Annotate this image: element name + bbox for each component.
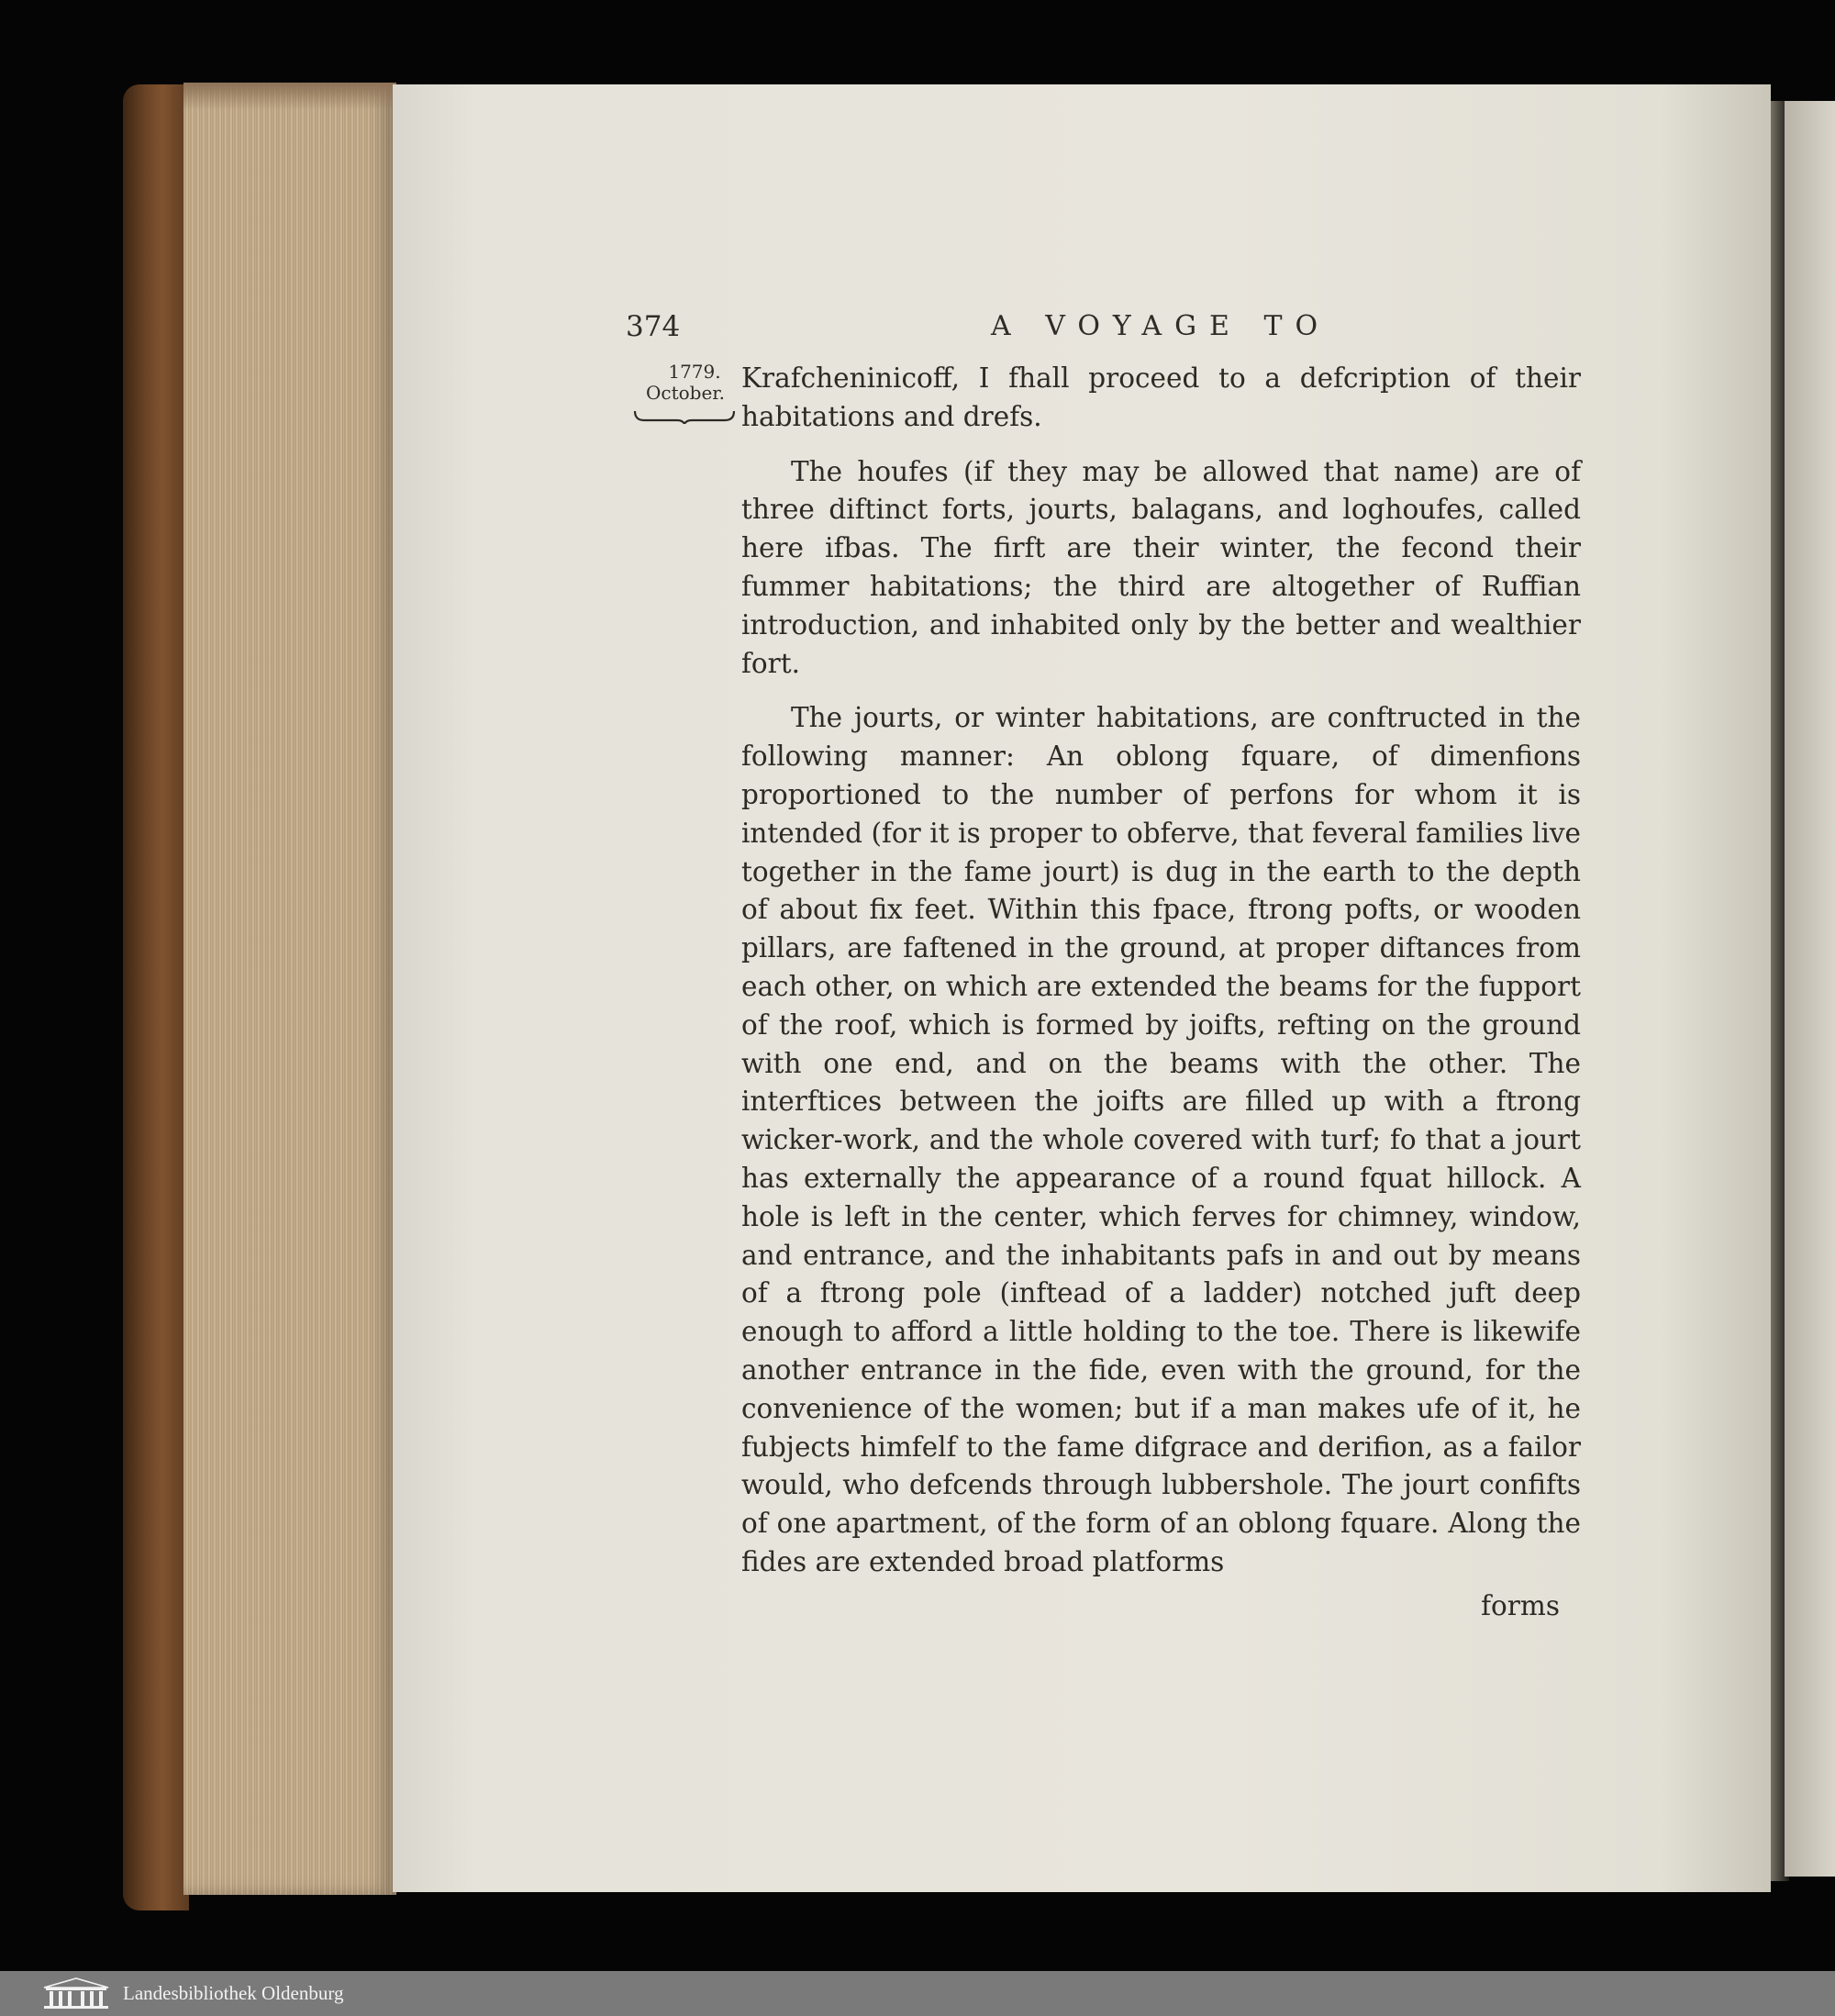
page-block-edges (184, 83, 396, 1895)
body-text (741, 360, 1581, 1582)
footer-bar (0, 1971, 1835, 2016)
margin-note-year: 1779. (668, 361, 721, 383)
margin-note-month: October. (645, 382, 726, 404)
facing-page-edge (1785, 101, 1835, 1877)
library-building-logo-icon (40, 1977, 112, 2010)
book-binding (123, 84, 189, 1910)
margin-brace-icon (633, 409, 736, 424)
paragraph-continuation: Krafcheninicoff, I fhall proceed to a defcription of their habitations and drefs. (741, 362, 1581, 432)
catchword: forms (1481, 1590, 1560, 1621)
paragraph-jourts: The jourts, or winter habitations, are conftructed in the following manner: An oblong fquare, of dimenfions proportioned to the number of perfons for whom it is intended (for it is proper to obferve, that feveral families live together in the fame jourt) is dug in the earth to the depth of about fix feet. Within this fpace, ftrong pofts, or wooden pillars, are faftened in the ground, at proper diftances from each other, on which are extended the beams for the fupport of the roof, which is formed by joifts, refting on the ground with one end, and on the beams with the other. The interftices between the joifts are filled up with a ftrong wicker-work, and the whole covered with turf; fo that a jourt has externally the appearance of a round fquat hillock. A hole is left in the center, which ferves for chimney, window, and entrance, and the inhabitants pafs in and out by means of a ftrong pole (inftead of a ladder) notched juft deep enough to afford a little holding to the toe. There is likewife another entrance in the fide, even with the ground, for the convenience of the women; but if a man makes ufe of it, he fubjects himfelf to the fame difgrace and derifion, as a failor would, who defcends through lubbershole. The jourt confifts of one apartment, of the form of an oblong fquare. Along the fides are extended broad platforms (741, 702, 1581, 1577)
library-name: Landesbibliothek Oldenburg (123, 1982, 344, 2004)
page-block-shadow (184, 83, 396, 110)
running-head: A VOYAGE TO (991, 310, 1331, 342)
paragraph-houses: The houfes (if they may be allowed that name) are of three diftinct forts, jourts, balagans, and loghoufes, called here ifbas. The firft are their winter, the fecond their fummer habitations; the third are altogether of Ruffian introduction, and inhabited only by the better and wealthier fort. (741, 455, 1581, 679)
page-number: 374 (626, 310, 681, 343)
